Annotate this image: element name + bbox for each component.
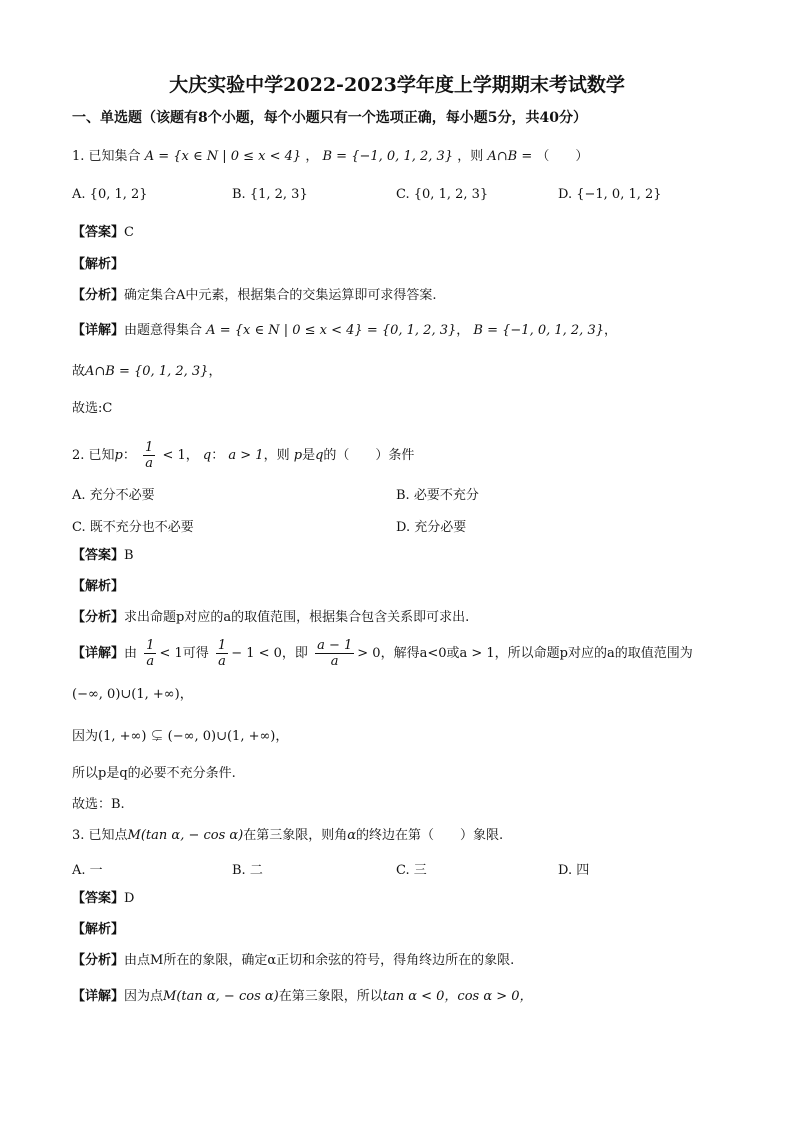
- q1-option-c: C. {0, 1, 2, 3}: [396, 187, 489, 202]
- q3-fenxi: 【分析】由点M所在的象限，确定α正切和余弦的符号，得角终边所在的象限.: [72, 953, 515, 968]
- q2-because: 因为(1, +∞) ⊊ (−∞, 0)∪(1, +∞)，: [72, 729, 289, 744]
- q3-option-a: A. 一: [72, 863, 103, 878]
- q3-option-d: D. 四: [558, 863, 590, 878]
- q1-stem-suffix: ，则: [457, 149, 484, 164]
- q1-answer: 【答案】C: [72, 225, 134, 240]
- q1-set-b: B = {−1, 0, 1, 2, 3}: [322, 149, 454, 164]
- section-heading: 一、单选题（该题有8个小题，每个小题只有一个选项正确，每小题5分，共40分）: [72, 110, 587, 126]
- question-3-stem: 3. 已知点M(tan α, − cos α)在第三象限，则角α的终边在第（ ）象限.: [72, 828, 504, 843]
- q2-analysis-label: 【解析】: [72, 579, 125, 594]
- q1-ask: A∩B =: [487, 149, 533, 164]
- q1-option-d: D. {−1, 0, 1, 2}: [558, 187, 662, 202]
- q3-detail: 【详解】因为点M(tan α, − cos α)在第三象限，所以tan α < 0，cos α > 0，: [72, 989, 533, 1004]
- q1-detail-1: 【详解】由题意得集合 A = {x ∈ N | 0 ≤ x < 4} = {0, 1, 2, 3}， B = {−1, 0, 1, 2, 3}，: [72, 323, 617, 338]
- q3-answer: 【答案】D: [72, 891, 135, 906]
- q1-fenxi: 【分析】确定集合A中元素，根据集合的交集运算即可求得答案.: [72, 288, 437, 303]
- q2-therefore: 所以p是q的必要不充分条件.: [72, 766, 236, 781]
- q1-stem-prefix: 1. 已知集合: [72, 149, 141, 164]
- q3-option-b: B. 二: [232, 863, 263, 878]
- q1-set-a: A = {x ∈ N | 0 ≤ x < 4}: [144, 149, 302, 164]
- q3-option-c: C. 三: [396, 863, 427, 878]
- q2-fraction: $\frac{1}{a}$: [145, 440, 154, 471]
- q2-option-b: B. 必要不充分: [396, 488, 479, 503]
- q2-detail-1: 【详解】由 $\frac{1}{a}$ < 1可得 $\frac{1}{a}$ − 1 < 0，即 $\frac{a - 1}{a}$ > 0，解得a<0或a > 1，所以命题p对应的a的取值范围为: [72, 638, 693, 669]
- q1-analysis-label: 【解析】: [72, 257, 125, 272]
- q1-detail-2: 故A∩B = {0, 1, 2, 3}，: [72, 364, 222, 379]
- question-1-stem: 1. 已知集合 A = {x ∈ N | 0 ≤ x < 4} ， B = {−1, 0, 1, 2, 3} ，则 A∩B = （ ）: [72, 149, 589, 164]
- q1-conclusion: 故选:C: [72, 401, 113, 416]
- q3-analysis-label: 【解析】: [72, 922, 125, 937]
- q2-fenxi: 【分析】求出命题p对应的a的取值范围，根据集合包含关系即可求出.: [72, 610, 470, 625]
- q2-option-a: A. 充分不必要: [72, 488, 155, 503]
- q2-option-c: C. 既不充分也不必要: [72, 520, 194, 535]
- q1-paren: （ ）: [536, 149, 589, 164]
- q2-answer: 【答案】B: [72, 548, 134, 563]
- q1-option-a: A. {0, 1, 2}: [72, 187, 148, 202]
- q2-conclusion: 故选：B.: [72, 797, 125, 812]
- q2-option-d: D. 充分必要: [396, 520, 467, 535]
- question-2-stem: 2. 已知p： $\frac{1}{a}$ < 1， q： a > 1，则 p是q的（ ）条件: [72, 440, 415, 471]
- document-title: 大庆实验中学2022-2023学年度上学期期末考试数学: [169, 74, 625, 96]
- q2-range: (−∞, 0)∪(1, +∞)，: [72, 687, 193, 702]
- q1-option-b: B. {1, 2, 3}: [232, 187, 308, 202]
